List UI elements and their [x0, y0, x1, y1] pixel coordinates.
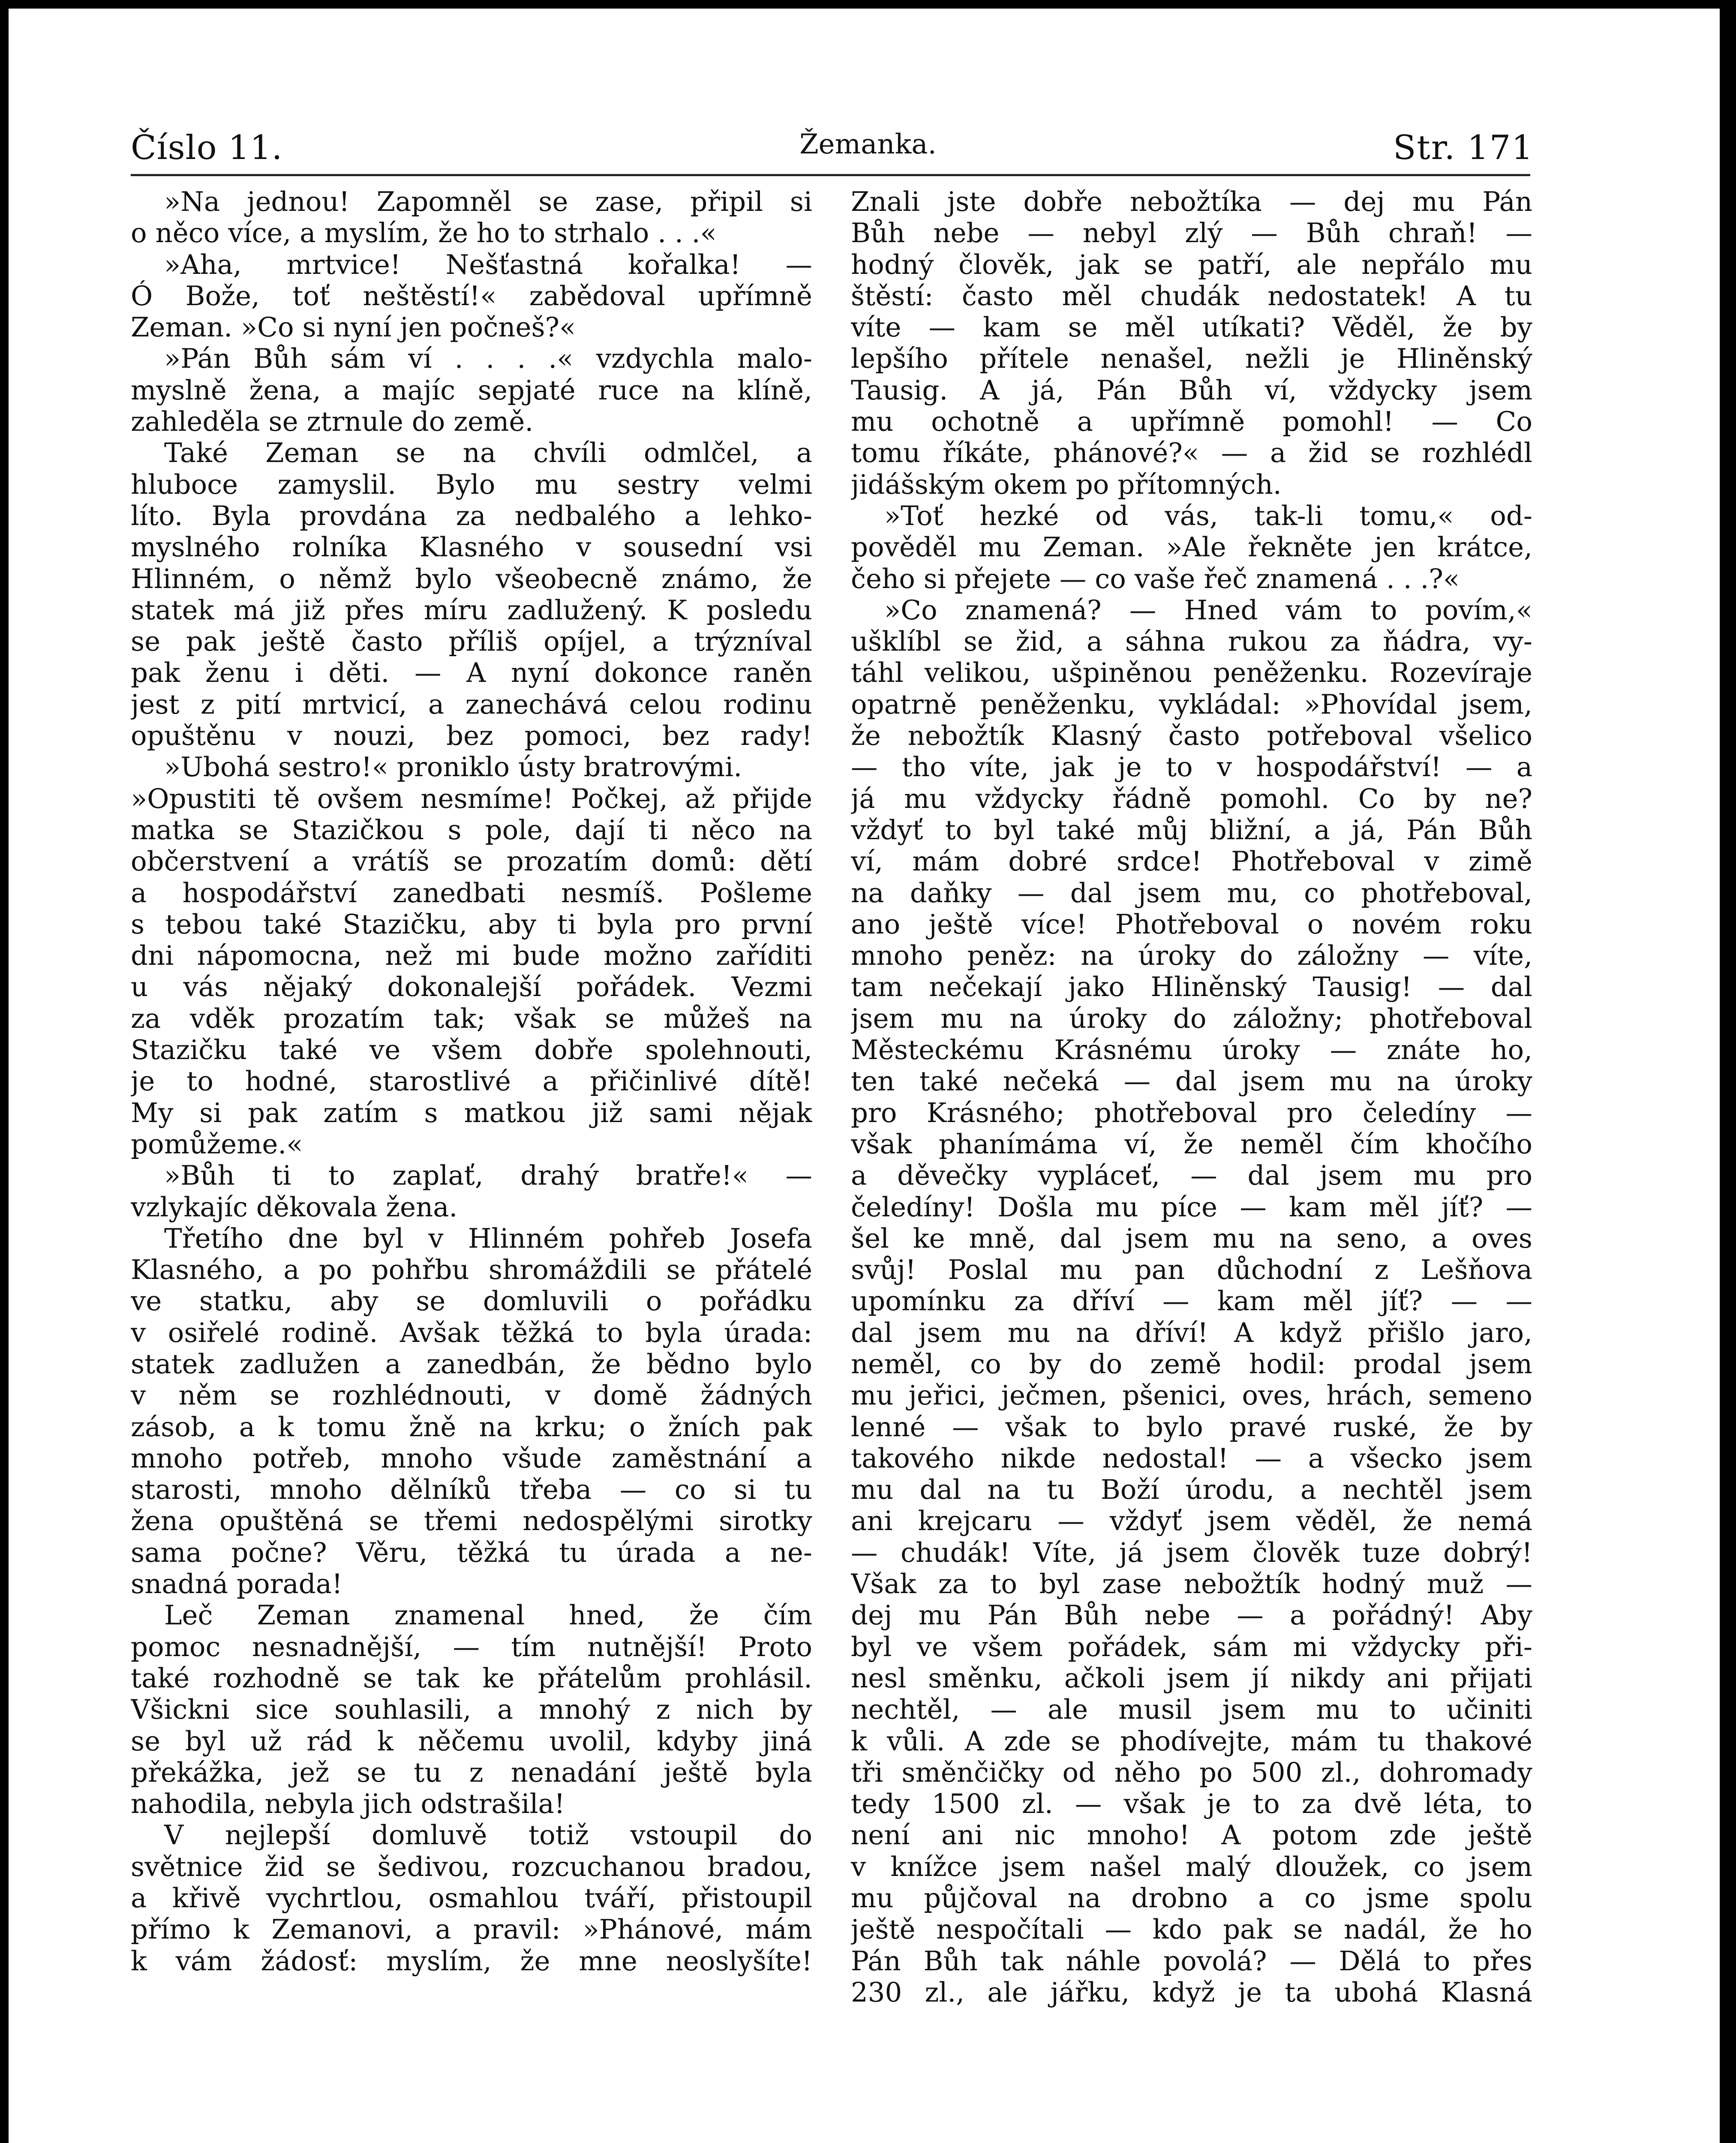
text-line: Stazičku také ve všem dobře spolehnouti,: [131, 1034, 812, 1066]
text-line: však phanímáma ví, že neměl čím khočího: [851, 1128, 1532, 1160]
text-line: občerstvení a vrátíš se prozatím domů: dětí: [131, 846, 812, 877]
text-line: »Na jednou! Zapomněl se zase, připil si: [164, 186, 812, 217]
text-line: takového nikde nedostal! — a všecko jsem: [851, 1442, 1532, 1474]
text-line: táhl velikou, ušpiněnou peněženku. Rozevíraje: [851, 657, 1532, 689]
text-line: přímo k Zemanovi, a pravil: »Phánové, mám: [131, 1914, 812, 1945]
text-line: zahleděla se ztrnule do země.: [131, 406, 534, 438]
text-line: čeho si přejete — co vaše řeč znamená . . .?«: [851, 563, 1460, 594]
text-line: — tho víte, jak je to v hospodářství! — a: [851, 751, 1532, 783]
text-line: mu jeřici, ječmen, pšenici, oves, hrách, semeno: [851, 1380, 1532, 1411]
text-line: Znali jste dobře nebožtíka — dej mu Pán: [851, 186, 1532, 217]
text-line: nechtěl, — ale musil jsem mu to učiniti: [851, 1694, 1532, 1726]
text-line: Však za to byl zase nebožtík hodný muž —: [851, 1568, 1532, 1600]
text-line: Třetího dne byl v Hlinném pohřeb Josefa: [164, 1222, 812, 1254]
text-line: snadná porada!: [131, 1568, 343, 1600]
text-line: »Opustiti tě ovšem nesmíme! Počkej, až přijde: [131, 783, 812, 814]
scan-border-left: [0, 0, 9, 2143]
text-line: myslně žena, a majíc sepjaté ruce na klíně,: [131, 374, 812, 406]
text-line: je to hodné, starostlivé a přičinlivé dítě!: [131, 1065, 812, 1097]
text-line: ví, mám dobré srdce! Photřeboval v zimě: [851, 846, 1532, 877]
text-line: mu ochotně a upřímně pomohl! — Co: [851, 406, 1532, 438]
text-line: V nejlepší domluvě totiž vstoupil do: [164, 1819, 812, 1851]
text-line: svůj! Poslal mu pan důchodní z Lešňova: [851, 1254, 1532, 1286]
text-line: u vás nějaký dokonalejší pořádek. Vezmi: [131, 971, 812, 1003]
text-line: v něm se rozhlédnouti, v domě žádných: [131, 1380, 812, 1411]
text-line: matka se Stazičkou s pole, dají ti něco na: [131, 814, 812, 846]
text-line: Všickni sice souhlasili, a mnohý z nich by: [131, 1694, 812, 1726]
text-line: se pak ještě často příliš opíjel, a trýzníval: [131, 626, 812, 657]
text-line: 230 zl., ale jářku, když je ta ubohá Klasná: [851, 1976, 1532, 2008]
running-title: Žemanka.: [799, 129, 937, 160]
text-line: byl ve všem pořádek, sám mi vždycky při-: [851, 1631, 1532, 1663]
text-line: k vůli. A zde se phodívejte, mám tu thakové: [851, 1725, 1532, 1757]
text-line: o něco více, a myslím, že ho to strhalo . . .«: [131, 217, 717, 249]
text-line: ještě nespočítali — kdo pak se nadál, že ho: [851, 1914, 1532, 1945]
text-line: k vám žádosť: myslím, že mne neoslyšíte!: [131, 1945, 812, 1977]
text-line: Klasného, a po pohřbu shromáždili se přátelé: [131, 1254, 812, 1286]
text-line: mnoho potřeb, mnoho všude zaměstnání a: [131, 1442, 812, 1474]
text-line: neměl, co by do země hodil: prodal jsem: [851, 1348, 1532, 1380]
text-line: šel ke mně, dal jsem mu na seno, a oves: [851, 1222, 1532, 1254]
text-line: Bůh nebe — nebyl zlý — Bůh chraň! —: [851, 217, 1532, 249]
text-line: není ani nic mnoho! A potom zde ještě: [851, 1819, 1532, 1851]
text-line: Také Zeman se na chvíli odmlčel, a: [164, 437, 812, 469]
text-line: pověděl mu Zeman. »Ale řekněte jen krátce,: [851, 531, 1532, 563]
text-line: Tausig. A já, Pán Bůh ví, vždycky jsem: [851, 374, 1532, 406]
text-line: nahodila, nebyla jich odstrašila!: [131, 1788, 565, 1820]
text-line: pak ženu i děti. — A nyní dokonce raněn: [131, 657, 812, 689]
text-line: a hospodářství zanedbati nesmíš. Pošleme: [131, 877, 812, 909]
text-line: myslného rolníka Klasného v sousední vsi: [131, 531, 812, 563]
text-line: Hlinném, o němž bylo všeobecně známo, že: [131, 563, 812, 594]
text-line: jest z pití mrtvicí, a zanechává celou rodinu: [131, 688, 812, 720]
text-line: ani krejcaru — vždyť jsem věděl, že nemá: [851, 1505, 1532, 1537]
text-line: hodný člověk, jak se patří, ale nepřálo mu: [851, 249, 1532, 280]
text-line: za vděk prozatím tak; však se můžeš na: [131, 1002, 812, 1034]
issue-number: Číslo 11.: [131, 129, 283, 167]
text-line: líto. Byla provdána za nedbalého a lehko-: [131, 500, 812, 531]
text-line: »Co znamená? — Hned vám to povím,«: [884, 594, 1532, 626]
text-line: Městeckému Krásnému úroky — znáte ho,: [851, 1034, 1532, 1066]
text-line: a křivě vychrtlou, osmahlou tváří, přistoupil: [131, 1882, 812, 1914]
text-line: vždyť to byl také můj bližní, a já, Pán Bůh: [851, 814, 1532, 846]
scan-border-top: [0, 0, 1736, 9]
text-line: žena opuštěná se třemi nedospělými sirotky: [131, 1505, 812, 1537]
text-line: »Pán Bůh sám ví . . . .« vzdychla malo-: [164, 343, 812, 375]
text-line: že nebožtík Klasný často potřeboval všelico: [851, 720, 1532, 752]
text-line: Leč Zeman znamenal hned, že čím: [164, 1600, 812, 1631]
text-line: Pán Bůh tak náhle povolá? — Dělá to přes: [851, 1945, 1532, 1977]
scan-border-right: [1720, 0, 1736, 2143]
left-column: [131, 186, 812, 1977]
text-line: také rozhodně se tak ke přátelům prohlásil.: [131, 1662, 812, 1694]
text-line: tedy 1500 zl. — však je to za dvě léta, to: [851, 1788, 1532, 1820]
text-line: tomu říkáte, phánové?« — a žid se rozhlédl: [851, 437, 1532, 469]
text-line: dni nápomocna, než mi bude možno zaříditi: [131, 940, 812, 972]
text-line: já mu vždycky řádně pomohl. Co by ne?: [851, 783, 1532, 814]
text-line: v osiřelé rodině. Avšak těžká to byla úrada:: [131, 1317, 812, 1348]
text-line: pomůžeme.«: [131, 1128, 303, 1160]
text-line: víte — kam se měl utíkati? Věděl, že by: [851, 312, 1532, 343]
text-line: ano ještě více! Photřeboval o novém roku: [851, 908, 1532, 940]
text-line: »Aha, mrtvice! Nešťastná kořalka! —: [164, 249, 812, 280]
text-line: tři směnčičky od něho po 500 zl., dohromady: [851, 1756, 1532, 1788]
text-line: vzlykajíc děkovala žena.: [131, 1191, 458, 1223]
text-line: ušklíbl se žid, a sáhna rukou za ňádra, vy-: [851, 626, 1532, 657]
text-line: světnice žid se šedivou, rozcuchanou bradou,: [131, 1851, 812, 1882]
text-line: překážka, jež se tu z nenadání ještě byla: [131, 1756, 812, 1788]
text-line: se byl už rád k něčemu uvolil, kdyby jiná: [131, 1725, 812, 1757]
text-line: »Ubohá sestro!« proniklo ústy bratrovými.: [164, 751, 742, 783]
text-line: štěstí: často měl chudák nedostatek! A tu: [851, 280, 1532, 312]
text-line: statek má již přes míru zadlužený. K posledu: [131, 594, 812, 626]
text-line: ve statku, aby se domluvili o pořádku: [131, 1285, 812, 1317]
text-line: mu dal na tu Boží úrodu, a nechtěl jsem: [851, 1474, 1532, 1506]
text-line: ten také nečeká — dal jsem mu na úroky: [851, 1065, 1532, 1097]
page-number: Str. 171: [1393, 129, 1534, 167]
text-line: v knížce jsem našel malý dloužek, co jsem: [851, 1851, 1532, 1882]
text-line: »Bůh ti to zaplať, drahý bratře!« —: [164, 1160, 812, 1192]
text-line: upomínku za dříví — kam měl jíť? — —: [851, 1285, 1532, 1317]
text-line: čeledíny! Došla mu píce — kam měl jíť? —: [851, 1191, 1532, 1223]
text-line: pomoc nesnadnější, — tím nutnější! Proto: [131, 1631, 812, 1663]
header-rule: [131, 174, 1530, 176]
text-line: sama počne? Věru, těžká tu úrada a ne-: [131, 1537, 812, 1568]
text-line: pro Krásného; photřeboval pro čeledíny —: [851, 1097, 1532, 1129]
text-line: — chudák! Víte, já jsem člověk tuze dobrý!: [851, 1537, 1532, 1568]
text-line: My si pak zatím s matkou již sami nějak: [131, 1097, 812, 1129]
text-line: jsem mu na úroky do záložny; photřeboval: [851, 1002, 1532, 1034]
text-line: jidášským okem po přítomných.: [851, 468, 1282, 500]
text-line: s tebou také Stazičku, aby ti byla pro první: [131, 908, 812, 940]
text-line: »Toť hezké od vás, tak-li tomu,« od-: [884, 500, 1532, 531]
text-line: dej mu Pán Bůh nebe — a pořádný! Aby: [851, 1600, 1532, 1631]
text-line: hluboce zamyslil. Bylo mu sestry velmi: [131, 468, 812, 500]
text-line: lepšího přítele nenašel, nežli je Hliněnský: [851, 343, 1532, 375]
text-line: mu půjčoval na drobno a co jsme spolu: [851, 1882, 1532, 1914]
text-line: opuštěnu v nouzi, bez pomoci, bez rady!: [131, 720, 812, 752]
text-line: zásob, a k tomu žně na krku; o žních pak: [131, 1411, 812, 1443]
text-line: starosti, mnoho dělníků třeba — co si tu: [131, 1474, 812, 1506]
text-line: dal jsem mu na dříví! A když přišlo jaro,: [851, 1317, 1532, 1348]
text-line: tam nečekají jako Hliněnský Tausig! — dal: [851, 971, 1532, 1003]
text-line: nesl směnku, ačkoli jsem jí nikdy ani přijati: [851, 1662, 1532, 1694]
right-column: [851, 186, 1532, 2008]
text-line: na daňky — dal jsem mu, co photřeboval,: [851, 877, 1532, 909]
text-line: Zeman. »Co si nyní jen počneš?«: [131, 312, 576, 343]
text-line: opatrně peněženku, vykládal: »Phovídal jsem,: [851, 688, 1532, 720]
text-line: statek zadlužen a zanedbán, že bědno bylo: [131, 1348, 812, 1380]
text-line: a děvečky vypláceť, — dal jsem mu pro: [851, 1160, 1532, 1192]
text-line: lenné — však to bylo pravé ruské, že by: [851, 1411, 1532, 1443]
text-line: mnoho peněz: na úroky do záložny — víte,: [851, 940, 1532, 972]
text-line: Ó Bože, toť neštěstí!« zabědoval upřímně: [131, 280, 812, 312]
